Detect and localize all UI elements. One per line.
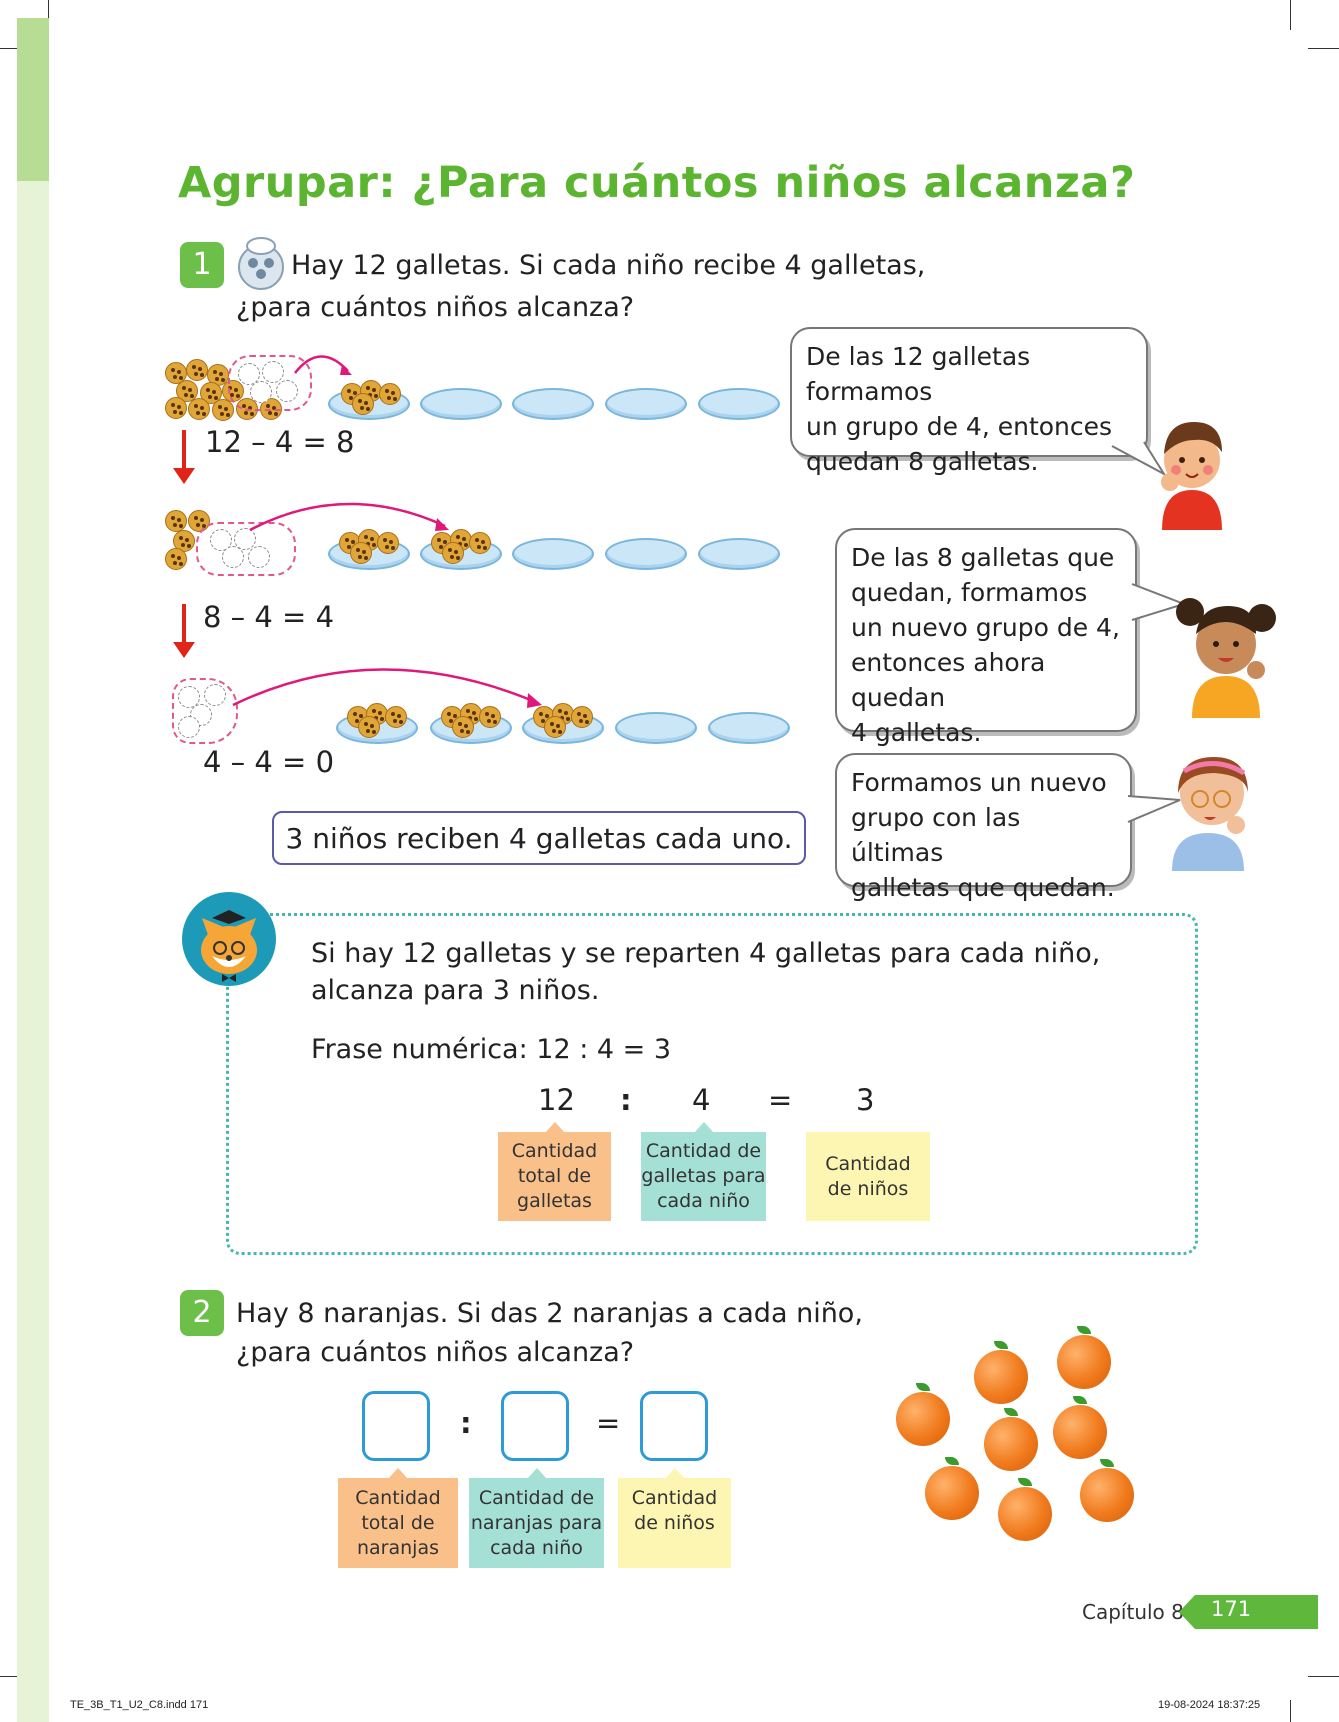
label-line: Cantidad [355,1486,441,1509]
cookie [352,393,374,415]
cookie [544,716,566,738]
answer-box-quotient[interactable] [640,1391,708,1461]
bubble-line: De las 8 galletas que [851,543,1115,572]
girl-illustration [1170,578,1284,718]
equals-sign: = [596,1406,621,1440]
cookie [385,706,407,728]
crop-mark [1308,1676,1339,1677]
label-line: de niños [827,1177,909,1200]
summary-line1: Si hay 12 galletas y se reparten 4 galletas para cada niño, [311,938,1101,969]
crop-mark [1290,0,1291,30]
answer-box-dividend[interactable] [362,1391,430,1461]
equation-step-2: 8 – 4 = 4 [203,600,335,634]
bubble-line: 4 galletas. [851,718,982,747]
crop-mark [1308,48,1339,49]
crop-mark [1290,1700,1291,1722]
cookie [165,397,187,419]
division-quotient: 3 [856,1083,875,1117]
bubble-line: quedan 8 galletas. [806,447,1039,476]
division-sign: : [620,1083,632,1117]
label-line: Cantidad de [478,1486,595,1509]
cookie [188,398,210,420]
side-band [17,18,49,1722]
empty-cookie-slot [250,381,272,403]
cookie [358,716,380,738]
answer-box: 3 niños reciben 4 galletas cada uno. [272,811,806,865]
summary-line2: alcanza para 3 niños. [311,975,600,1006]
empty-plate [708,712,790,744]
orange-fruit [1080,1468,1134,1522]
chapter-label: Capítulo 8 [1082,1600,1184,1624]
orange-fruit [974,1350,1028,1404]
empty-plate [605,538,687,570]
cookie [469,532,491,554]
cookie [377,532,399,554]
label-total-cookies [498,1132,611,1221]
exercise-2-question-line2: ¿para cuántos niños alcanza? [236,1337,635,1368]
empty-plate [512,388,594,420]
label-line: naranjas para [470,1511,603,1534]
cookie [452,716,474,738]
empty-cookie-slot [248,546,270,568]
speech-bubble-1 [790,327,1148,476]
group-work-icon [236,236,286,290]
label-line: cada niño [657,1190,750,1212]
speech-bubble-2 [835,528,1137,747]
exercise-1-question-line2: ¿para cuántos niños alcanza? [236,292,635,323]
label-line: cada niño [490,1536,583,1559]
division-divisor: 4 [692,1083,711,1117]
cookie [165,510,187,532]
move-arrow [290,345,360,385]
bubble-line: grupo con las últimas [851,803,1021,867]
orange-fruit [896,1392,950,1446]
file-slug: TE_3B_T1_U2_C8.indd 171 [70,1699,209,1711]
empty-plate [512,538,594,570]
empty-plate [605,388,687,420]
bubble-line: quedan, formamos [851,578,1088,607]
empty-plate [698,388,780,420]
bubble-line: un nuevo grupo de 4, [851,613,1120,642]
label-line: Cantidad [631,1487,718,1509]
cookie [350,542,372,564]
equation-step-1: 12 – 4 = 8 [205,425,355,459]
bubble-line: galletas que quedan. [851,873,1115,902]
bubble-line: Formamos un nuevo [851,768,1107,797]
answer-box-divisor[interactable] [501,1391,569,1461]
page-number-badge [1195,1595,1318,1629]
empty-cookie-slot [178,716,200,738]
fox-teacher-icon [182,892,276,986]
label-number-of-children [806,1132,930,1221]
orange-fruit [1057,1335,1111,1389]
label-number-of-children [618,1478,731,1568]
empty-plate [698,538,780,570]
empty-cookie-slot [222,546,244,568]
cookie [186,359,208,381]
cookie [442,542,464,564]
boy-illustration [1152,408,1232,530]
label-line: total de [361,1511,435,1534]
speech-bubble-3 [835,753,1132,902]
empty-plate [615,712,697,744]
label-cookies-per-child [641,1132,766,1221]
empty-cookie-slot [204,684,226,706]
orange-fruit [925,1466,979,1520]
label-line: Cantidad [825,1152,911,1175]
label-line: total de [517,1165,592,1187]
empty-plate [420,388,502,420]
orange-fruit [1053,1405,1107,1459]
cookie [212,399,234,421]
cookie [379,383,401,405]
division-dividend: 12 [538,1083,575,1117]
exercise-number-badge: 2 [180,1290,224,1336]
orange-fruit [998,1487,1052,1541]
cookie [571,706,593,728]
cookie [479,706,501,728]
label-line: naranjas [356,1536,439,1559]
girl-with-glasses-illustration [1160,745,1260,871]
label-line: Cantidad de [645,1140,762,1162]
division-sign: : [460,1406,472,1440]
page-title: Agrupar: ¿Para cuántos niños alcanza? [178,158,1136,208]
label-line: galletas [517,1190,592,1212]
label-line: galletas para [641,1165,766,1187]
label-line: de niños [634,1512,715,1534]
down-arrow [182,604,186,644]
exercise-number-badge: 1 [180,242,224,288]
equals-sign: = [768,1083,793,1117]
label-oranges-per-child [469,1478,604,1568]
orange-fruit [984,1417,1038,1471]
number-sentence: Frase numérica: 12 : 4 = 3 [311,1034,672,1065]
bubble-line: entonces ahora quedan [851,648,1046,712]
empty-cookie-slot [262,361,284,383]
page-number: 171 [1211,1597,1252,1621]
down-arrow [182,430,186,470]
side-band-accent [17,18,49,181]
bubble-line: De las 12 galletas formamos [806,342,1031,406]
move-arrow [228,655,548,715]
cookie [165,548,187,570]
exercise-2-question-line1: Hay 8 naranjas. Si das 2 naranjas a cada niño, [236,1298,863,1329]
exercise-1-question-line1: Hay 12 galletas. Si cada niño recibe 4 galletas, [291,250,926,281]
label-total-oranges [338,1478,458,1568]
equation-step-3: 4 – 4 = 0 [203,745,335,779]
label-line: Cantidad [511,1140,598,1162]
print-timestamp: 19-08-2024 18:37:25 [1158,1699,1261,1711]
bubble-line: un grupo de 4, entonces [806,412,1113,441]
